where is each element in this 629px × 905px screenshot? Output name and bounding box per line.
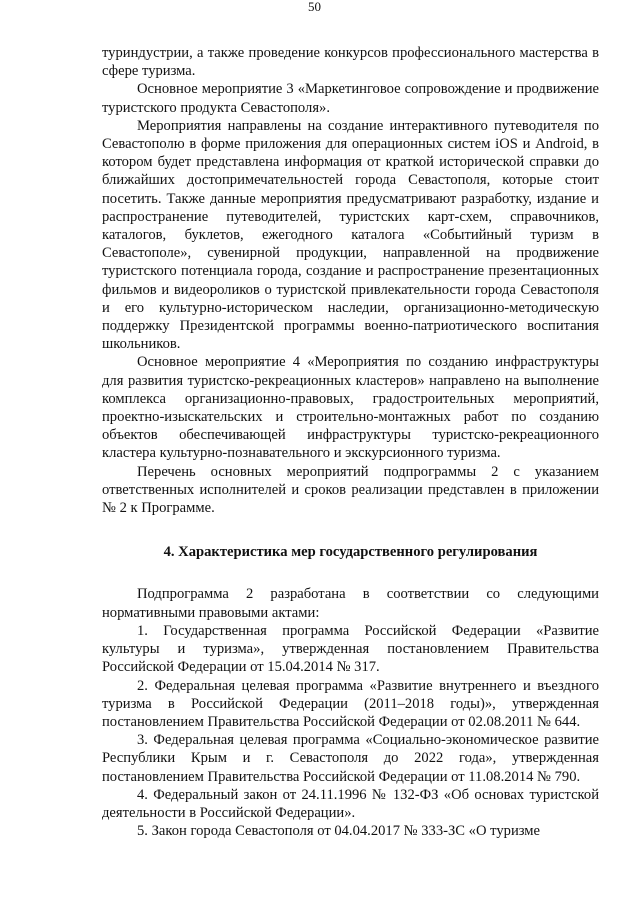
legal-act-item-3: 3. Федеральная целевая программа «Социально-экономическое развитие Республики Крым и г. Севастополя до 2022 года», утвержденная постановлением Правительства Российской Федерации от 11.08.2014 № 790. [102,732,599,785]
paragraph-activity-3-description: Мероприятия направлены на создание интерактивного путеводителя по Севастополю в форме приложения для операционных систем iOS и Android, в котором будет представлена информация от краткой исторической справки до ближайших достопримечательностей города Севастополя, которые стоит посетить. Также данные мероприятия предусматривают разработку, издание и распространение путеводителей, туристских карт-схем, справочников, каталогов, буклетов, ежегодного каталога «Событийный туризм в Севастополе», сувенирной продукции, направленной на продвижение туристского потенциала города, создание и распространение презентационных фильмов и видеороликов о туристской привлекательности города Севастополя и его культурно-историческом наследии, организационно-методическую поддержку Президентской программы военно-патриотического воспитания школьников. [102,117,599,353]
paragraph-activity-4: Основное мероприятие 4 «Мероприятия по созданию инфраструктуры для развития туристско-рекреационных кластеров» направлено на выполнение комплекса организационно-правовых, градостроительных мероприятий, проектно-изыскательских и строительно-монтажных работ по созданию объектов обеспечивающей инфраструктуры туристско-рекреационного кластера культурно-познавательного и экскурсионного туризма. [102,354,599,462]
paragraph-continuation: туриндустрии, а также проведение конкурсов профессионального мастерства в сфере туризма. [102,45,599,80]
legal-act-item-2: 2. Федеральная целевая программа «Развитие внутреннего и въездного туризма в Российской Федерации (2011–2018 годы)», утвержденная постановлением Правительства Российской Федерации от 02.08.2011 № 644. [102,677,599,730]
paragraph-activities-list-reference: Перечень основных мероприятий подпрограммы 2 с указанием ответственных исполнителей и сроков реализации представлен в приложении № 2 к Программе. [102,463,599,517]
legal-act-item-1: 1. Государственная программа Российской Федерации «Развитие культуры и туризма», утвержденная постановлением Правительства Российской Федерации от 15.04.2014 № 317. [102,622,599,676]
paragraph-legal-basis-intro: Подпрограмма 2 разработана в соответствии со следующими нормативными правовыми актами: [102,586,599,621]
paragraph-activity-3-title: Основное мероприятие 3 «Маркетинговое сопровождение и продвижение туристского продукта Севастополя». [102,81,599,116]
page-number: 50 [308,0,321,14]
legal-act-item-4: 4. Федеральный закон от 24.11.1996 № 132-ФЗ «Об основах туристской деятельности в Российской Федерации». [102,786,599,821]
legal-act-item-5: 5. Закон города Севастополя от 04.04.2017 № 333-ЗС «О туризме [137,823,541,840]
section-heading: 4. Характеристика мер государственного регулирования [163,544,538,561]
document-body [102,44,599,840]
